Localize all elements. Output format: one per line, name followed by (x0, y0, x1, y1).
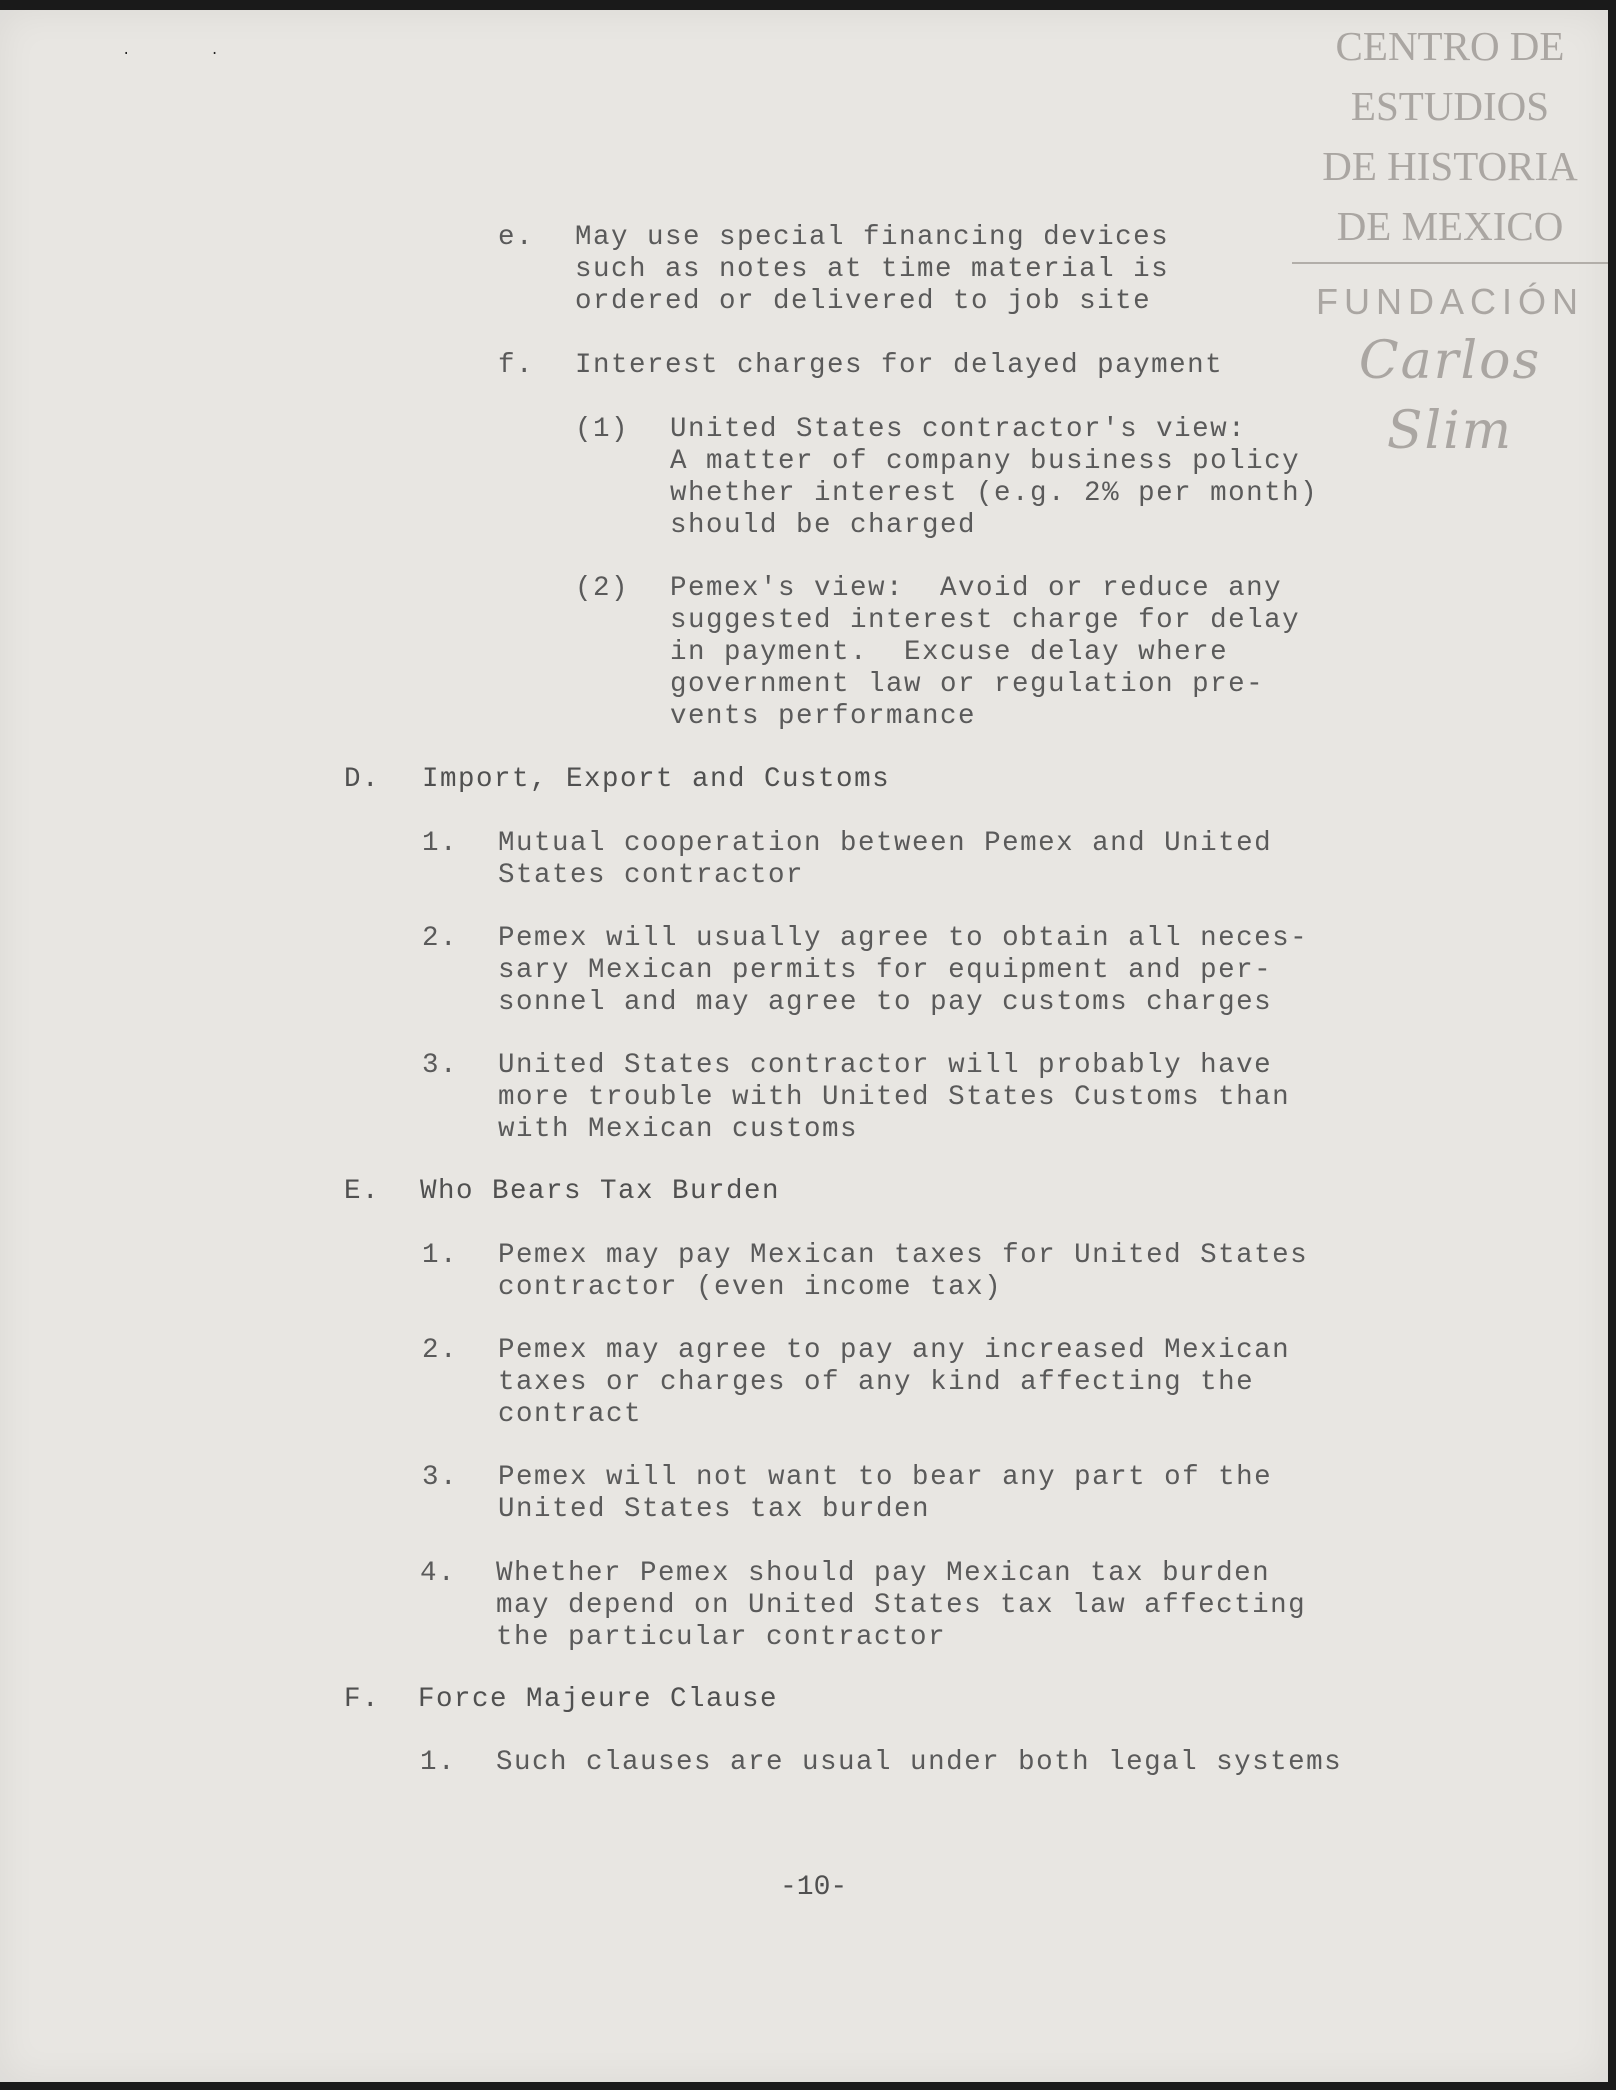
item-text-line: such as notes at time material is (575, 254, 1170, 285)
watermark-line: DE HISTORIA (1322, 143, 1578, 189)
subitem-text-line: in payment. Excuse delay where (670, 637, 1229, 668)
watermark-divider (1292, 262, 1608, 264)
subitem-text-line: A matter of company business policy (670, 446, 1301, 477)
page-number: -10- (780, 1872, 848, 1903)
subitem-text-line: suggested interest charge for delay (670, 605, 1301, 636)
subitem-text-line: vents performance (670, 701, 977, 732)
section-marker: D. (344, 764, 381, 795)
section-heading: Import, Export and Customs (422, 764, 891, 795)
watermark-foundation: FUNDACIÓN (1316, 281, 1584, 322)
subitem-marker: (2) (575, 573, 630, 604)
item-text-line: United States tax burden (498, 1494, 931, 1525)
archive-watermark (1292, 16, 1608, 466)
item-text-line: sary Mexican permits for equipment and per- (498, 955, 1273, 986)
item-text-line: Whether Pemex should pay Mexican tax burden (496, 1558, 1271, 1589)
item-text-line: Pemex will not want to bear any part of the (498, 1462, 1273, 1493)
item-text-line: States contractor (498, 860, 805, 891)
item-text-line: the particular contractor (496, 1622, 947, 1653)
item-marker: 2. (422, 923, 459, 954)
item-text-line: taxes or charges of any kind affecting the (498, 1367, 1255, 1398)
item-text-line: sonnel and may agree to pay customs charges (498, 987, 1273, 1018)
item-marker: f. (498, 350, 535, 381)
item-text-line: Mutual cooperation between Pemex and United (498, 828, 1273, 859)
watermark-line: ESTUDIOS (1350, 83, 1550, 129)
item-text-line: contract (498, 1399, 643, 1430)
item-marker: 3. (422, 1462, 459, 1493)
item-marker: e. (498, 222, 535, 253)
scan-marks: ·· (122, 46, 299, 62)
watermark-line: CENTRO DE (1335, 23, 1565, 69)
item-text-line: May use special financing devices (575, 222, 1170, 253)
item-text-line: Pemex may agree to pay any increased Mexican (498, 1335, 1291, 1366)
item-text-line: more trouble with United States Customs than (498, 1082, 1291, 1113)
subitem-text-line: Pemex's view: Avoid or reduce any (670, 573, 1283, 604)
item-marker: 1. (422, 828, 459, 859)
subitem-text-line: should be charged (670, 510, 977, 541)
subitem-marker: (1) (575, 414, 630, 445)
item-text-line: Interest charges for delayed payment (575, 350, 1224, 381)
item-text-line: Such clauses are usual under both legal systems (496, 1747, 1343, 1778)
item-text-line: United States contractor will probably have (498, 1050, 1273, 1081)
item-text-line: contractor (even income tax) (498, 1272, 1003, 1303)
item-marker: 3. (422, 1050, 459, 1081)
item-text-line: Pemex may pay Mexican taxes for United States (498, 1240, 1309, 1271)
item-marker: 1. (422, 1240, 459, 1271)
item-marker: 2. (422, 1335, 459, 1366)
section-heading: Who Bears Tax Burden (420, 1176, 781, 1207)
item-marker: 1. (420, 1747, 457, 1778)
section-heading: Force Majeure Clause (418, 1684, 779, 1715)
subitem-text-line: whether interest (e.g. 2% per month) (670, 478, 1319, 509)
item-text-line: ordered or delivered to job site (575, 286, 1152, 317)
item-text-line: may depend on United States tax law affecting (496, 1590, 1307, 1621)
watermark-line: DE MEXICO (1336, 203, 1564, 249)
section-marker: E. (344, 1176, 381, 1207)
subitem-text-line: United States contractor's view: (670, 414, 1247, 445)
section-marker: F. (344, 1684, 381, 1715)
item-text-line: with Mexican customs (498, 1114, 859, 1145)
watermark-signature: Carlos Slim (1358, 331, 1542, 461)
item-marker: 4. (420, 1558, 457, 1589)
subitem-text-line: government law or regulation pre- (670, 669, 1265, 700)
item-text-line: Pemex will usually agree to obtain all neces- (498, 923, 1309, 954)
